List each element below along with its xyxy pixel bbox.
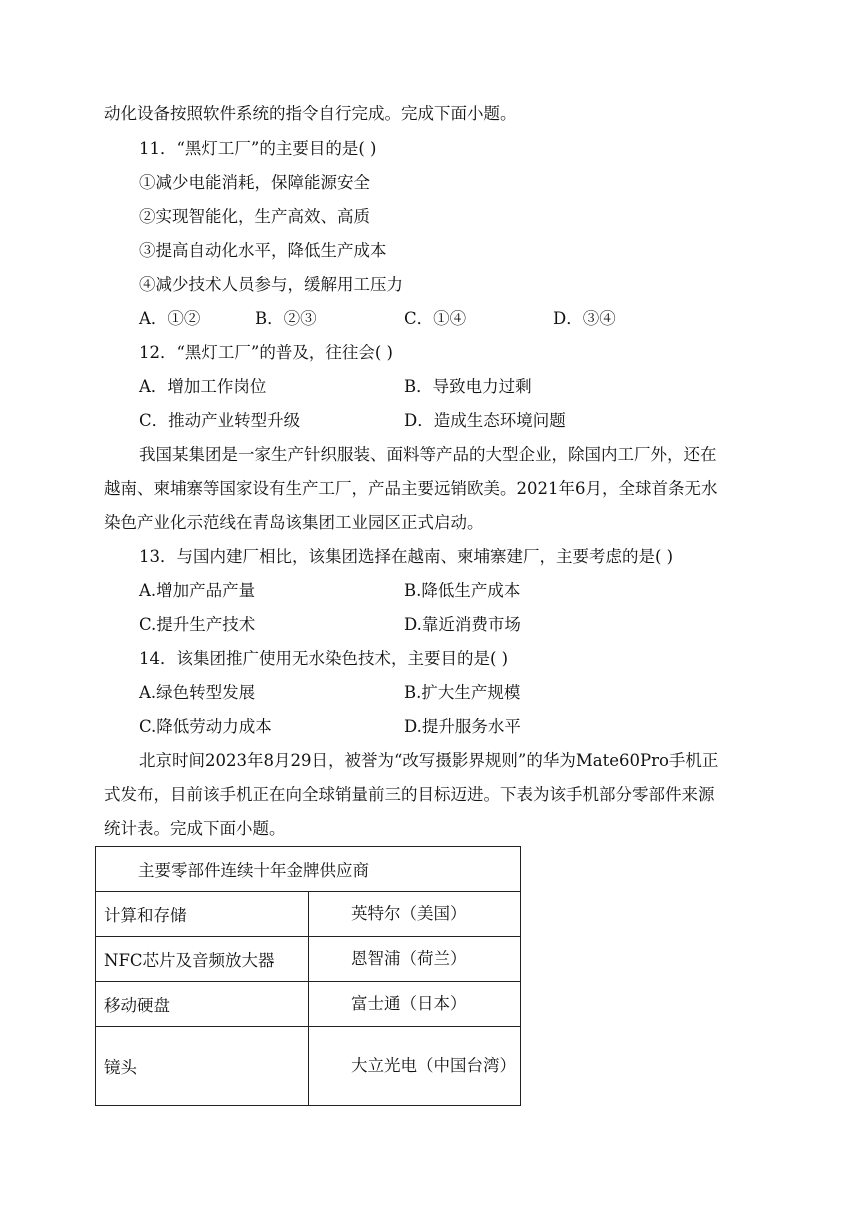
q11-stem: 11．“黑灯工厂”的主要目的是( ) xyxy=(139,139,377,158)
q11-item-4: ④减少技术人员参与，缓解用工压力 xyxy=(139,275,403,294)
part-cell: NFC芯片及音频放大器 xyxy=(96,937,309,982)
passage3-line-1: 北京时间2023年8月29日，被誉为“改写摄影界规则”的华为Mate60Pro手机正 xyxy=(139,751,719,770)
intro-tail: 动化设备按照软件系统的指令自行完成。完成下面小题。 xyxy=(104,104,517,123)
q14-option-c: C.降低劳动力成本 xyxy=(139,717,272,736)
passage2-line-2: 越南、柬埔寨等国家设有生产工厂，产品主要远销欧美。2021年6月，全球首条无水 xyxy=(104,479,718,498)
q14-option-d: D.提升服务水平 xyxy=(404,717,521,736)
passage2-line-1: 我国某集团是一家生产针织服装、面料等产品的大型企业，除国内工厂外，还在 xyxy=(139,445,717,464)
q12-option-d: D．造成生态环境问题 xyxy=(404,411,566,430)
q11-item-2: ②实现智能化，生产高效、高质 xyxy=(139,207,370,226)
q13-option-b: B.降低生产成本 xyxy=(404,581,521,600)
q14-option-b: B.扩大生产规模 xyxy=(404,683,521,702)
supplier-cell: 英特尔（美国） xyxy=(309,892,521,937)
part-cell: 镜头 xyxy=(96,1027,309,1106)
passage3-line-2: 式发布，目前该手机正在向全球销量前三的目标迈进。下表为该手机部分零部件来源 xyxy=(104,785,715,804)
q14-option-a: A.绿色转型发展 xyxy=(139,683,256,702)
table-row xyxy=(96,1027,521,1106)
supplier-cell: 富士通（日本） xyxy=(309,982,521,1027)
q11-option-c: C．①④ xyxy=(404,309,467,328)
supplier-cell: 大立光电（中国台湾） xyxy=(309,1027,521,1106)
table-row xyxy=(96,982,521,1027)
q11-option-b: B．②③ xyxy=(255,309,317,328)
passage3-line-3: 统计表。完成下面小题。 xyxy=(104,819,286,838)
part-cell: 计算和存储 xyxy=(96,892,309,937)
q13-option-c: C.提升生产技术 xyxy=(139,615,256,634)
table-row xyxy=(96,937,521,982)
table-header: 主要零部件连续十年金牌供应商 xyxy=(96,847,521,892)
q12-stem: 12．“黑灯工厂”的普及，往往会( ) xyxy=(139,343,393,362)
supplier-table xyxy=(95,846,521,1106)
supplier-cell: 恩智浦（荷兰） xyxy=(309,937,521,982)
q13-option-d: D.靠近消费市场 xyxy=(404,615,521,634)
table-header-row xyxy=(96,847,521,892)
q11-item-1: ①减少电能消耗，保障能源安全 xyxy=(139,173,370,192)
q12-option-c: C．推动产业转型升级 xyxy=(139,411,301,430)
q13-stem: 13．与国内建厂相比，该集团选择在越南、柬埔寨建厂，主要考虑的是( ) xyxy=(139,547,674,566)
q11-item-3: ③提高自动化水平，降低生产成本 xyxy=(139,241,387,260)
passage2-line-3: 染色产业化示范线在青岛该集团工业园区正式启动。 xyxy=(104,513,484,532)
q13-option-a: A.增加产品产量 xyxy=(139,581,256,600)
table-row xyxy=(96,892,521,937)
q12-option-a: A．增加工作岗位 xyxy=(139,377,267,396)
part-cell: 移动硬盘 xyxy=(96,982,309,1027)
q14-stem: 14．该集团推广使用无水染色技术，主要目的是( ) xyxy=(139,649,509,668)
q12-option-b: B．导致电力过剩 xyxy=(404,377,532,396)
q11-option-d: D．③④ xyxy=(553,309,616,328)
q11-option-a: A．①② xyxy=(139,309,201,328)
